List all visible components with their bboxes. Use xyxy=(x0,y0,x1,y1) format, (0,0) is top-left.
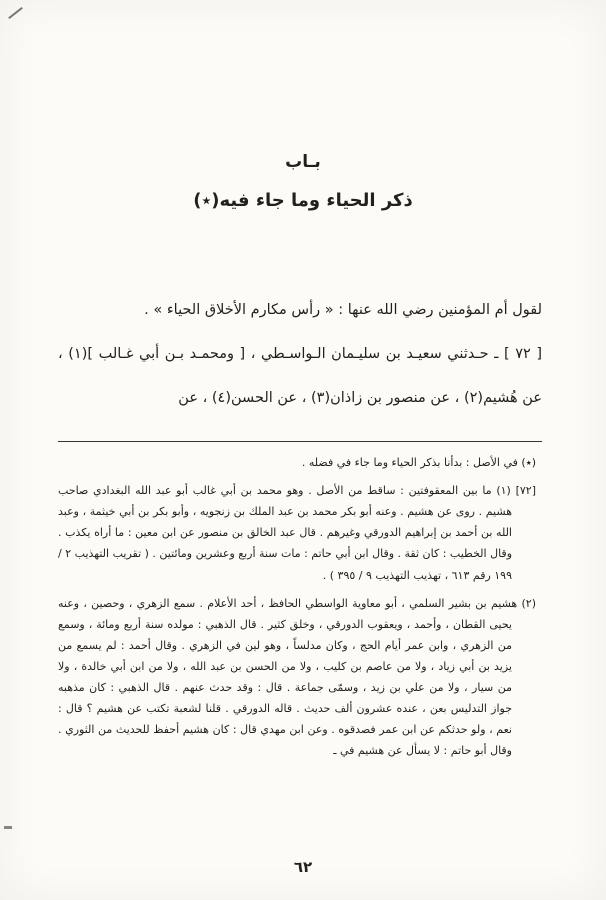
footnote-divider xyxy=(58,441,542,442)
scan-artifact-top-left xyxy=(8,7,23,19)
chapter-title: بـاب xyxy=(285,152,321,172)
body-paragraph-1: لقول أم المؤمنين رضي الله عنها : « رأس مكارم الأخلاق الحياء » . xyxy=(144,302,542,318)
scan-artifact-bottom-left xyxy=(4,826,12,829)
main-text-block xyxy=(58,288,542,421)
footnotes-block xyxy=(58,452,536,769)
chapter-subtitle: ذكر الحياء وما جاء فيه(٭) xyxy=(193,190,413,211)
footnote-2: (٢) هشيم بن بشير السلمي ، أبو معاوية الواسطي الحافظ ، أحد الأعلام . سمع الزهري ، وحصين ، وعنه يحيى القطان ، وأحمد ، ويعقوب الدورقي ، وخلق كثير . قال الذهبي : مولده سنة أربع ومائة ، وسمع من الزهري ، وابن عمر أيام الحج ، وكان مدلساً ، وهو لين في الزهري . وقال أحمد : لم يسمع من يزيد بن أبي زياد ، ولا من عاصم بن كليب ، ولا من الحسن بن عبد الله ، ولا من ابن أبي خالدة ، ولا من سيار ، ولا من علي بن زيد ، وسمّى جماعة . قال : وقد حدث عنهم . قال الذهبي : كان مذهبه جواز التدليس بعن ، عنده عشرون ألف حديث . قاله الدورقي . قلنا لشعبة تكتب عن هشيم ؟ قال : نعم ، ولو حدثكم عن ابن عمر فصدقوه . وعن ابن مهدي قال : كان هشيم أحفظ للحديث من الثوري . وقال أبو حاتم : لا يسأل عن هشيم في ـ xyxy=(58,596,536,758)
chapter-heading xyxy=(0,152,606,211)
page-number: ٦٢ xyxy=(293,858,313,876)
footnote-1: [٧٢] (١) ما بين المعقوفتين : ساقط من الأصل . وهو محمد بن أبي غالب أبو عبد الله البغدادي صاحب هشيم . روى عن هشيم . وعنه أبو بكر محمد بن عبد الملك بن زنجويه ، وأبو بكر بن أبي خيثمة ، وعبد الله بن أحمد بن إبراهيم الدورقي وغيرهم . قال عبد الخالق بن منصور عن ابن معين : ما أراه يكذب . وقال الخطيب : كان ثقة . وقال ابن أبي حاتم : مات سنة أربع وعشرين ومائتين . ( تقريب التهذيب ٢ / ١٩٩ رقم ٦١٣ ، تهذيب التهذيب ٩ / ٣٩٥ ) . xyxy=(58,484,536,582)
footnote-star: (٭) في الأصل : بدأنا بذكر الحياء وما جاء في فضله . xyxy=(301,456,536,469)
body-paragraph-2: [ ٧٢ ] ـ حـدثني سعيـد بن سليـمان الـواسـطي ، [ ومحمـد بـن أبي غـالب ](١) ، عن هُشيم(٢) ، عن منصور بن زاذان(٣) ، عن الحسن(٤) ، عن xyxy=(58,346,542,407)
